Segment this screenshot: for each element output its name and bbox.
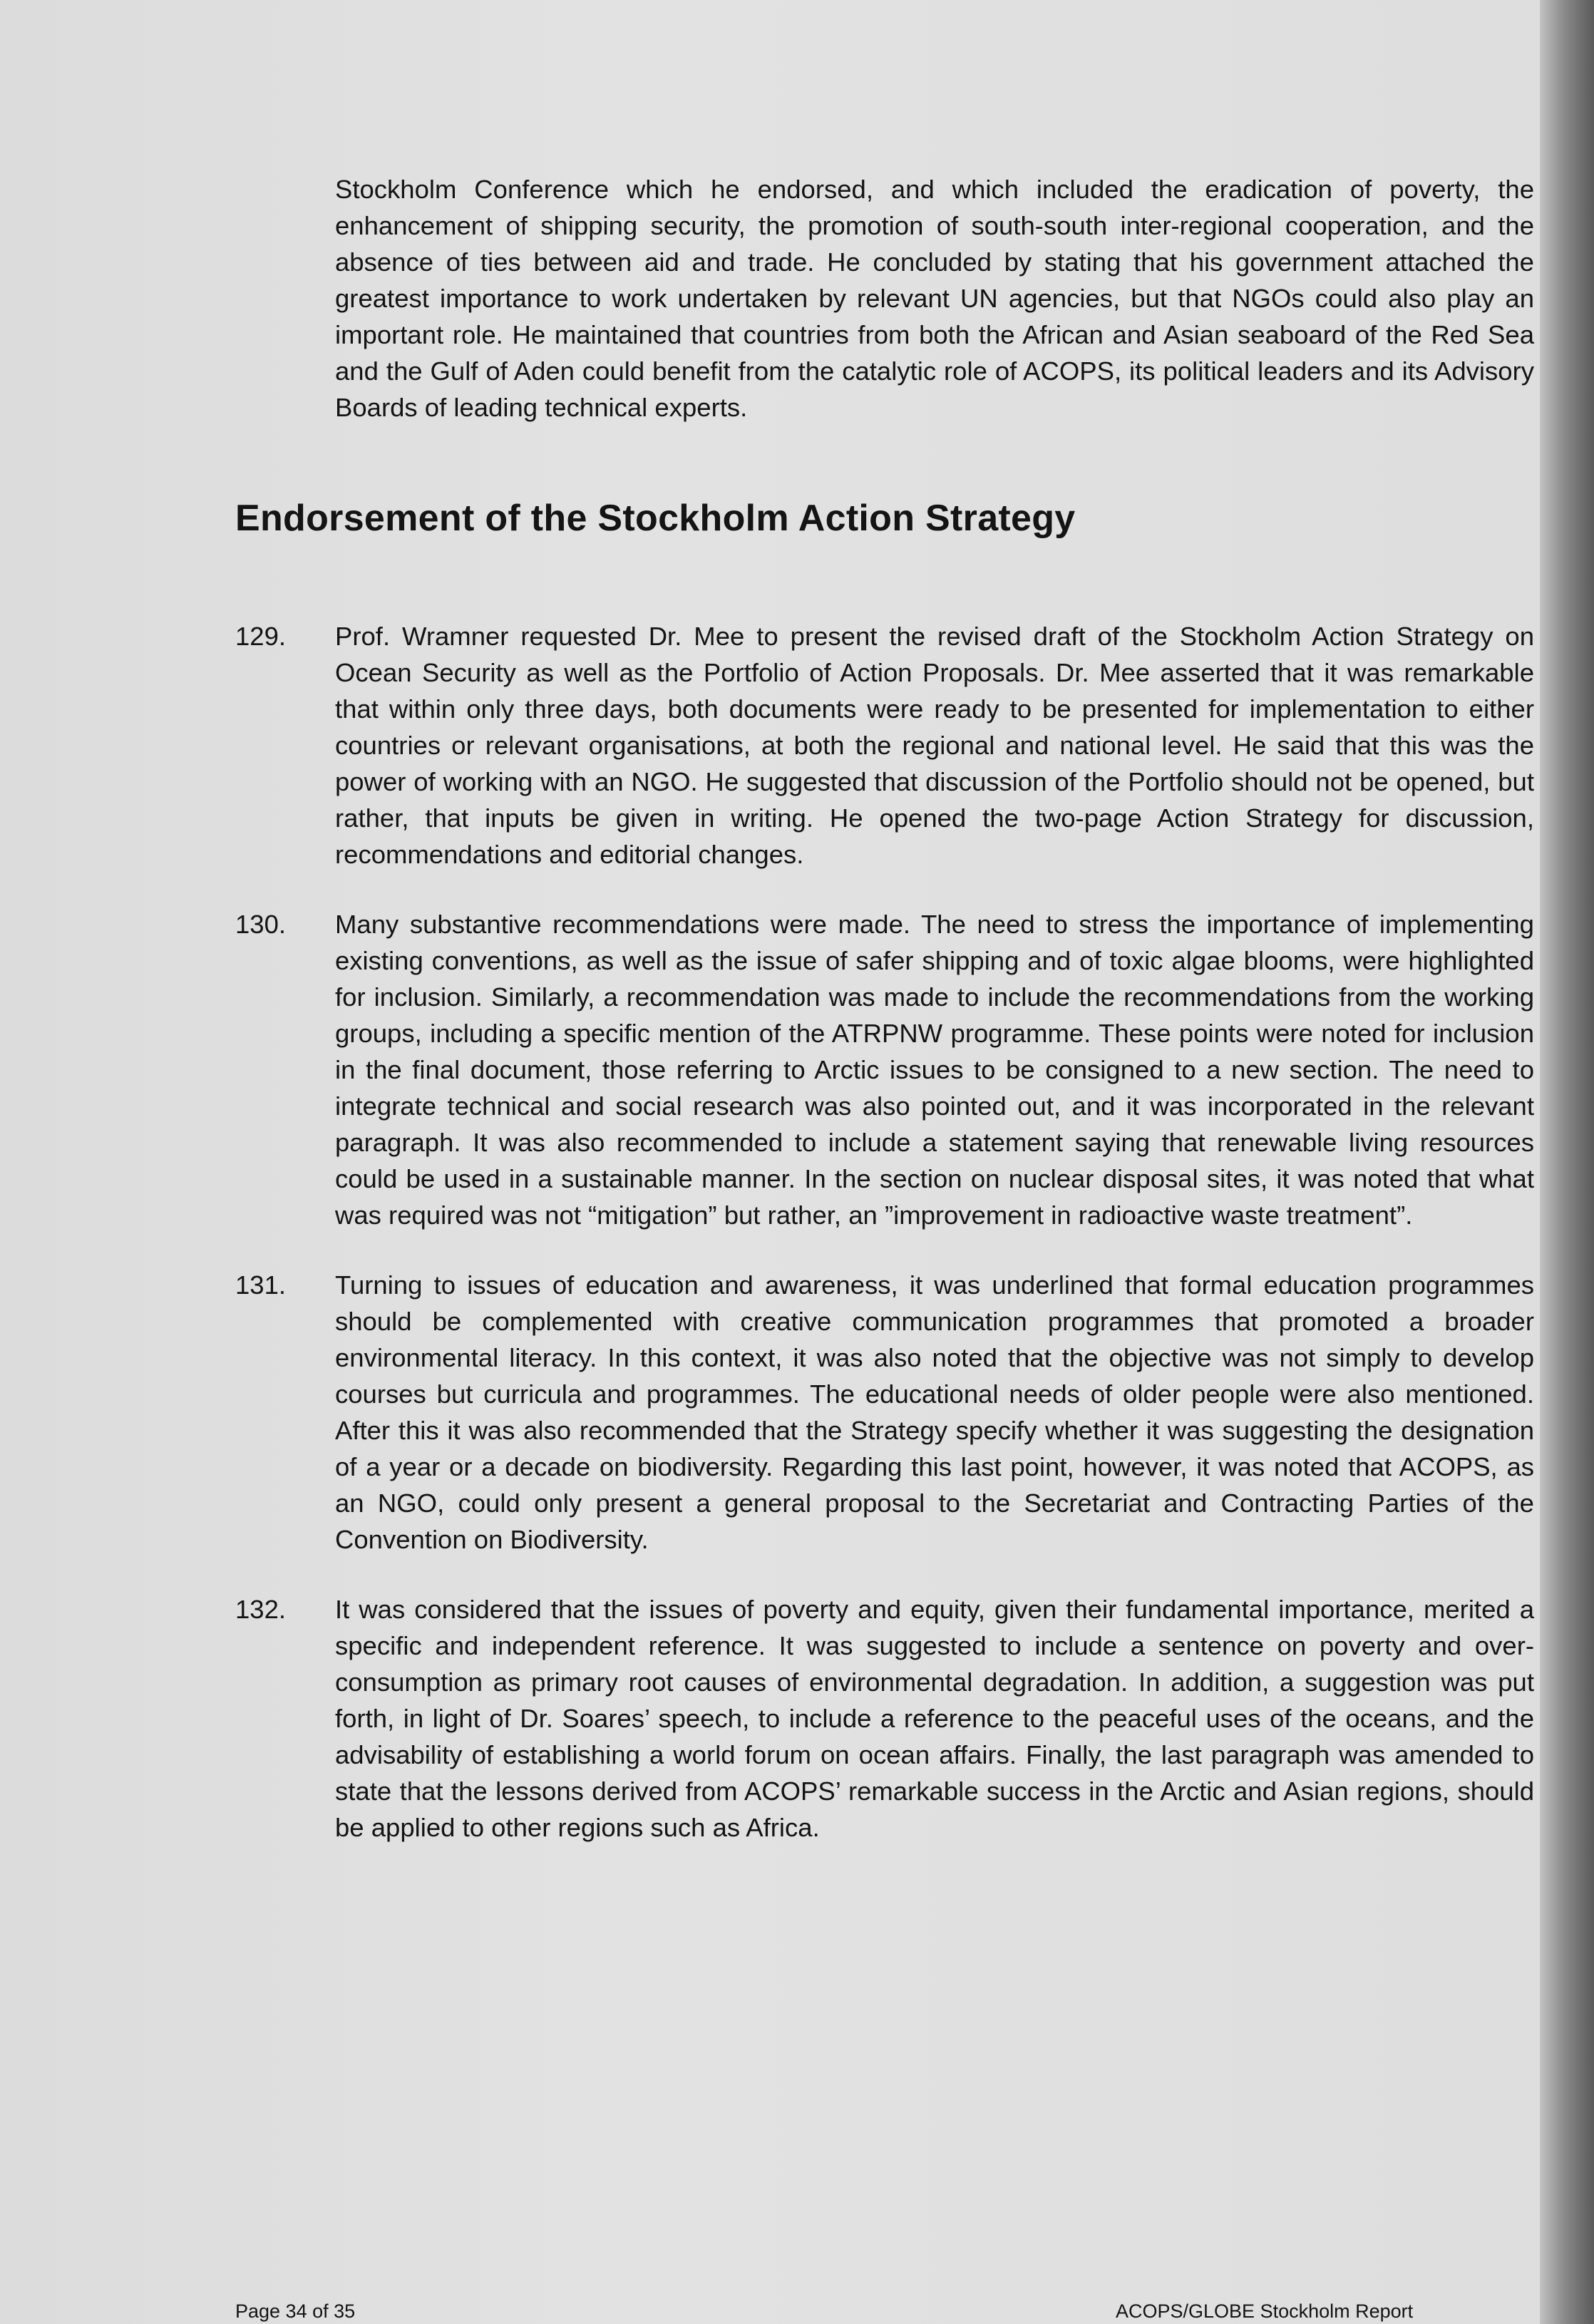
paragraph-text: It was considered that the issues of poverty and equity, given their fundamental importance, merited a specific and independent reference. It was suggested to include a sentence on poverty and over-consumption as primary root causes of environmental degradation. In addition, a suggestion was put forth, in light of Dr. Soares’ speech, to include a reference to the peaceful uses of the oceans, and the advisability of establishing a world forum on ocean affairs. Finally, the last paragraph was amended to state that the lessons derived from ACOPS’ remarkable success in the Arctic and Asian regions, should be applied to other regions such as Africa. xyxy=(335,1595,1534,1842)
numbered-paragraph xyxy=(235,906,1534,1233)
intro-paragraph: Stockholm Conference which he endorsed, and which included the eradication of poverty, the enhancement of shipping security, the promotion of south-south inter-regional cooperation, and the absence of ties between aid and trade. He concluded by stating that his government attached the greatest importance to work undertaken by relevant UN agencies, but that NGOs could also play an important role. He maintained that countries from both the African and Asian seaboard of the Red Sea and the Gulf of Aden could benefit from the catalytic role of ACOPS, its political leaders and its Advisory Boards of leading technical experts. xyxy=(335,175,1534,422)
paragraph-text: Turning to issues of education and awareness, it was underlined that formal education programmes should be complemented with creative communication programmes that promoted a broader environmental literacy. In this context, it was also noted that the objective was not simply to develop courses but curricula and programmes. The educational needs of older people were also mentioned. After this it was also recommended that the Strategy specify whether it was suggesting the designation of a year or a decade on biodiversity. Regarding this last point, however, it was noted that ACOPS, as an NGO, could only present a general proposal to the Secretariat and Contracting Parties of the Convention on Biodiversity. xyxy=(335,1270,1534,1554)
numbered-paragraph xyxy=(235,1267,1534,1558)
numbered-paragraph xyxy=(235,618,1534,873)
paragraph-text: Many substantive recommendations were made. The need to stress the importance of implementing existing conventions, as well as the issue of safer shipping and of toxic algae blooms, were highlighted for inclusion. Similarly, a recommendation was made to include the recommendations from the working groups, including a specific mention of the ATRPNW programme. These points were noted for inclusion in the final document, those referring to Arctic issues to be consigned to a new section. The need to integrate technical and social research was also pointed out, and it was incorporated in the relevant paragraph. It was also recommended to include a statement saying that renewable living resources could be used in a sustainable manner. In the section on nuclear disposal sites, it was noted that what was required was not “mitigation” but rather, an ”improvement in radioactive waste treatment”. xyxy=(335,910,1534,1230)
paragraph-number: 132. xyxy=(235,1595,287,1624)
paragraph-number: 130. xyxy=(235,910,287,939)
section-heading: Endorsement of the Stockholm Action Strategy xyxy=(235,498,1076,539)
paragraph-number: 129. xyxy=(235,622,287,651)
paragraph-text: Prof. Wramner requested Dr. Mee to present the revised draft of the Stockholm Action Strategy on Ocean Security as well as the Portfolio of Action Proposals. Dr. Mee asserted that it was remarkable that within only three days, both documents were ready to be presented for implementation to either countries or relevant organisations, at both the regional and national level. He said that this was the power of working with an NGO. He suggested that discussion of the Portfolio should not be opened, but rather, that inputs be given in writing. He opened the two-page Action Strategy for discussion, recommendations and editorial changes. xyxy=(335,622,1534,869)
page-edge-shadow xyxy=(1540,0,1594,2324)
page-number: Page 34 of 35 xyxy=(235,2300,356,2322)
page-content xyxy=(235,171,1534,1879)
numbered-paragraph xyxy=(235,1591,1534,1846)
paragraph-number: 131. xyxy=(235,1270,287,1300)
report-title: ACOPS/GLOBE Stockholm Report xyxy=(1116,2300,1414,2322)
